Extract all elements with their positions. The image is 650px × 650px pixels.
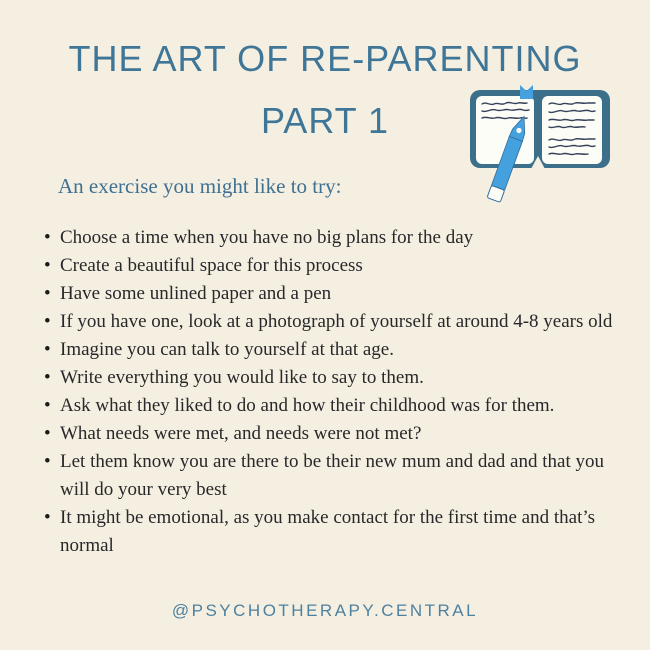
bullet-dot-icon: • [44, 507, 51, 528]
bullet-dot-icon: • [44, 423, 51, 444]
bullet-text: Imagine you can talk to yourself at that age. [60, 339, 394, 360]
book-icon [470, 85, 610, 169]
bullet-dot-icon: • [44, 255, 51, 276]
bullet-dot-icon: • [44, 227, 51, 248]
title-line-2: PART 1 [260, 100, 390, 141]
bullet-text: Let them know you are there to be their new mum and dad and that you will do your very best [60, 451, 604, 500]
bullet-text: Write everything you would like to say to them. [60, 367, 424, 388]
list-item [44, 392, 616, 420]
footer-handle: @PSYCHOTHERAPY.CENTRAL [171, 601, 479, 620]
subtitle: An exercise you might like to try: [58, 174, 342, 198]
bullet-dot-icon: • [44, 283, 51, 304]
bullet-dot-icon: • [44, 395, 51, 416]
bullet-text: Ask what they liked to do and how their childhood was for them. [60, 395, 555, 416]
bullet-text: What needs were met, and needs were not met? [60, 423, 422, 444]
bullet-text: Have some unlined paper and a pen [60, 283, 332, 304]
list-item [44, 252, 616, 280]
bullet-dot-icon: • [44, 367, 51, 388]
list-item [44, 364, 616, 392]
bullet-text: Create a beautiful space for this process [60, 255, 363, 276]
bullet-text: Choose a time when you have no big plans for the day [60, 227, 474, 248]
bullet-dot-icon: • [44, 311, 51, 332]
list-item [44, 336, 616, 364]
title-line-1: THE ART OF RE-PARENTING [68, 38, 582, 79]
exercise-list [44, 224, 616, 560]
bullet-text: If you have one, look at a photograph of yourself at around 4-8 years old [60, 311, 613, 332]
list-item [44, 448, 616, 504]
bullet-dot-icon: • [44, 451, 51, 472]
list-item [44, 420, 616, 448]
bullet-text: It might be emotional, as you make contact for the first time and that’s normal [60, 507, 596, 556]
bookmark-ribbon-icon [520, 85, 533, 99]
list-item [44, 308, 616, 336]
list-item [44, 504, 616, 560]
list-item [44, 280, 616, 308]
bullet-dot-icon: • [44, 339, 51, 360]
list-item [44, 224, 616, 252]
open-journal-with-pen-illustration [452, 82, 617, 232]
